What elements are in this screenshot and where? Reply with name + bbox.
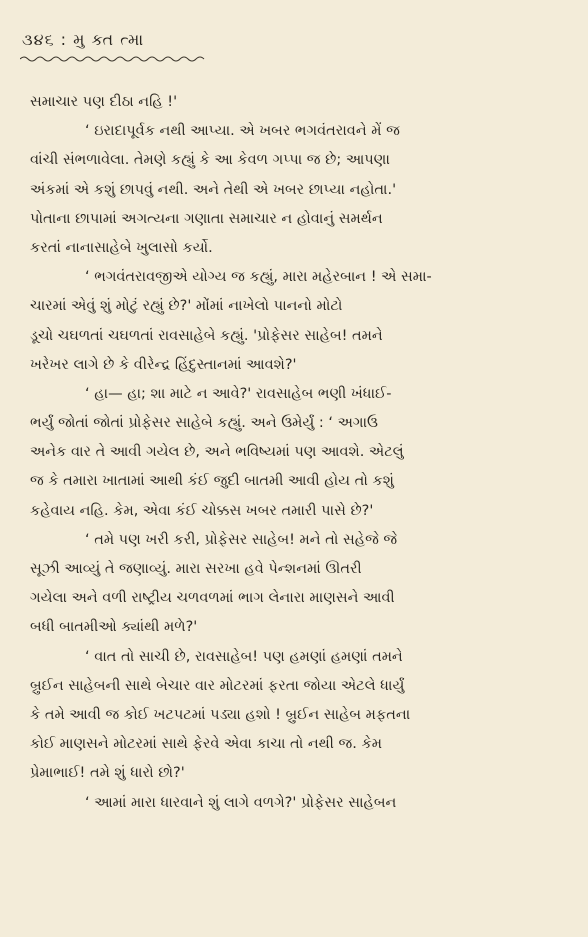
text-line: પ્રેમાભાઈ! તમે શું ધારો છો?' — [30, 765, 185, 782]
header-wavy-rule — [20, 55, 208, 63]
text-line: ‘ ભગવંતરાવજીએ યોગ્ય જ કહ્યું, મારા મહેરબાન ! એ સમા- — [85, 269, 432, 286]
text-line: બધી બાતમીઓ ક્યાંથી મળે?' — [30, 619, 198, 636]
text-line: સમાચાર પણ દીઠા નહિ !' — [30, 94, 178, 110]
text-line: કરતાં નાનાસાહેબે ખુલાસો કર્યો. — [30, 239, 213, 256]
text-line: અંકમાં એ કશું છાપવું નથી. અને તેથી એ ખબર છાપ્યા નહોતા.' — [30, 181, 397, 198]
text-line: ‘ ઇરાદાપૂર્વક નથી આપ્યા. એ ખબર ભગવંતરાવને મેં જ — [85, 123, 400, 140]
text-line: વાંચી સંભળાવેલા. તેમણે કહ્યું કે આ કેવળ ગપ્પા જ છે; આપણા — [30, 152, 390, 169]
text-line: પોતાના છાપામાં અગત્યના ગણાતા સમાચાર ન હોવાનું સમર્થન — [30, 210, 383, 227]
text-line: જ કે તમારા ખાતામાં આથી કંઈ જુદી બાતમી આવી હોય તો કશું — [30, 473, 394, 490]
text-line: ચારમાં એવું શું મોટું રહ્યું છે?' મોંમાં નાખેલો પાનનો મોટો — [30, 298, 343, 315]
text-line: કે તમે આવી જ કોઈ ખટપટમાં પડ્યા હશો ! બ્રુઈન સાહેબ મફતના — [30, 706, 411, 723]
text-line: ‘ આમાં મારા ધારવાને શું લાગે વળગે?' પ્રોફેસર સાહેબન — [85, 794, 397, 811]
text-line: અનેક વાર તે આવી ગયેલ છે, અને ભવિષ્યમાં પણ આવશે. એટલું — [30, 444, 404, 461]
text-line: ડૂચો ચઘળતાં ચઘળતાં રાવસાહેબે કહ્યું. 'પ્રોફેસર સાહેબ! તમને — [30, 327, 383, 344]
text-line: ખરેખર લાગે છે કે વીરેન્દ્ર હિંદુસ્તાનમાં આવશે?' — [30, 356, 297, 373]
text-line: ‘ વાત તો સાચી છે, રાવસાહેબ! પણ હમણાં હમણાં તમને — [85, 648, 403, 665]
text-line: બ્રુઈન સાહેબની સાથે બેચાર વાર મોટરમાં ફરતા જોયા એટલે ધાર્યું — [30, 677, 405, 694]
running-head: ૩૪૬ : મુ ક્ત ત્મા — [22, 30, 145, 49]
text-line: કહેવાય નહિ. કેમ, એવા કંઈ ચોક્કસ ખબર તમારી પાસે છે?' — [30, 502, 374, 519]
text-line: ‘ તમે પણ ખરી કરી, પ્રોફેસર સાહેબ! મને તો સહેજે જે — [85, 531, 398, 548]
text-line: કોઈ માણસને મોટરમાં સાથે ફેરવે એવા કાચા તો નથી જ. કેમ — [30, 736, 382, 753]
body-text — [30, 88, 570, 818]
text-line: સૂઝી આવ્યું તે જણાવ્યું. મારા સરખા હવે પેન્શનમાં ઊતરી — [30, 561, 362, 577]
text-line: ભર્યું જોતાં જોતાં પ્રોફેસર સાહેબે કહ્યું. અને ઉમેર્યું : ‘ અગાઉ — [30, 415, 379, 432]
text-line: ગયેલા અને વળી રાષ્ટ્રીય ચળવળમાં ભાગ લેનારા માણસને આવી — [30, 590, 395, 607]
text-line: ‘ હા— હા; શા માટે ન આવે?' રાવસાહેબ ભણી ખંધાઈ- — [85, 385, 392, 402]
